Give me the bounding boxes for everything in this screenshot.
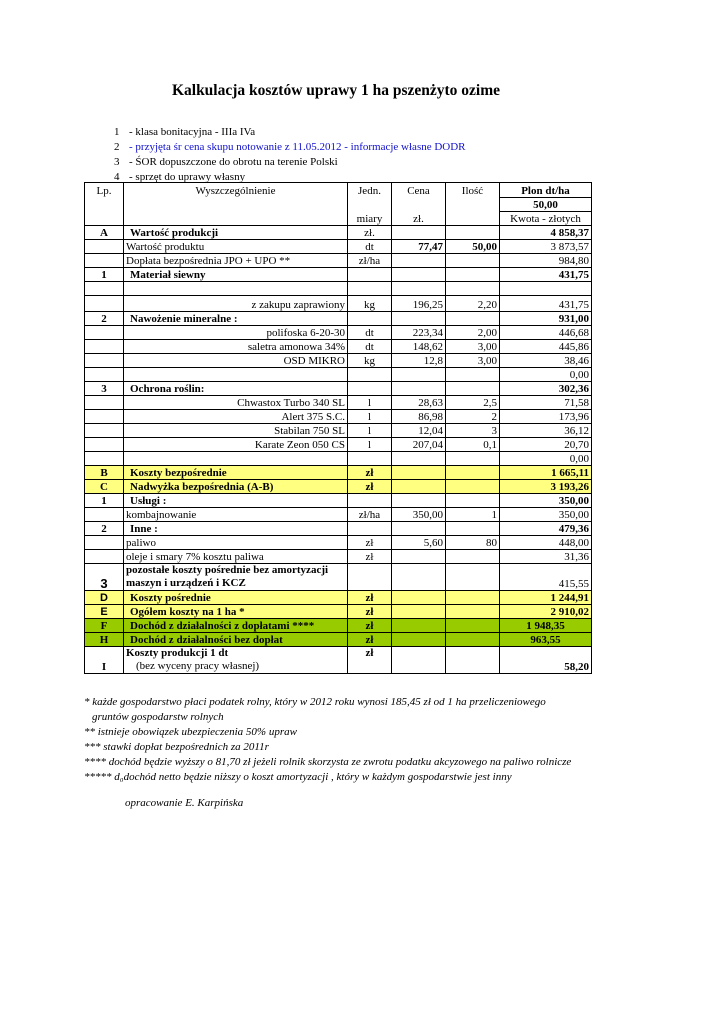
row-qty: 80 (446, 535, 500, 549)
table-row (85, 604, 592, 618)
row-price (392, 646, 446, 673)
row-lp (85, 239, 124, 253)
row-unit: zł/ha (348, 507, 392, 521)
row-desc: Dopłata bezpośrednia JPO + UPO ** (124, 253, 348, 267)
row-desc: polifoska 6-20-30 (124, 325, 348, 339)
row-lp: 1 (85, 267, 124, 281)
row-desc: kombajnowanie (124, 507, 348, 521)
header-lp: Lp. (85, 183, 124, 198)
assumption-item: 3 - ŚOR dopuszczone do obrotu na terenie Polski (114, 156, 338, 168)
row-amount: 931,00 (500, 311, 592, 325)
row-unit: l (348, 423, 392, 437)
row-unit: zł/ha (348, 253, 392, 267)
table-row (85, 465, 592, 479)
row-amount: 2 910,02 (500, 604, 592, 618)
row-lp: 3 (85, 381, 124, 395)
row-qty: 0,1 (446, 437, 500, 451)
table-row (85, 507, 592, 521)
row-amount: 0,00 (500, 367, 592, 381)
row-unit: zł (348, 646, 392, 673)
row-qty (446, 521, 500, 535)
row-desc: Ogółem koszty na 1 ha * (124, 604, 348, 618)
row-price: 12,8 (392, 353, 446, 367)
cost-table (84, 182, 592, 674)
table-row (85, 367, 592, 381)
row-amount: 1 244,91 (500, 590, 592, 604)
table-row (85, 311, 592, 325)
row-unit (348, 311, 392, 325)
row-unit (348, 521, 392, 535)
row-amount: 1 665,11 (500, 465, 592, 479)
row-unit: zł (348, 465, 392, 479)
row-qty (446, 267, 500, 281)
row-unit (348, 367, 392, 381)
row-lp (85, 409, 124, 423)
row-amount: 446,68 (500, 325, 592, 339)
row-lp: C (85, 479, 124, 493)
row-unit: zł (348, 632, 392, 646)
row-qty (446, 465, 500, 479)
row-qty (446, 479, 500, 493)
table-row (85, 325, 592, 339)
row-amount: 3 873,57 (500, 239, 592, 253)
row-qty (446, 563, 500, 590)
row-lp (85, 353, 124, 367)
row-amount: 36,12 (500, 423, 592, 437)
row-unit: dt (348, 239, 392, 253)
row-unit: zł (348, 604, 392, 618)
header-amount: Kwota - złotych (500, 211, 592, 225)
row-desc: OSD MIKRO (124, 353, 348, 367)
row-lp: A (85, 225, 124, 239)
row-unit: zł (348, 549, 392, 563)
row-unit: kg (348, 295, 392, 311)
row-lp (85, 549, 124, 563)
row-price (392, 521, 446, 535)
row-lp (85, 437, 124, 451)
row-price (392, 267, 446, 281)
row-qty (446, 493, 500, 507)
row-qty (446, 311, 500, 325)
row-amount: 1 948,35 (500, 618, 592, 632)
table-row (85, 549, 592, 563)
row-desc: z zakupu zaprawiony (124, 295, 348, 311)
header-price: Cena (392, 183, 446, 198)
row-qty (446, 632, 500, 646)
row-desc: Alert 375 S.C. (124, 409, 348, 423)
row-unit: zł (348, 618, 392, 632)
row-desc (124, 451, 348, 465)
row-qty (446, 618, 500, 632)
row-qty: 3,00 (446, 353, 500, 367)
row-price (392, 479, 446, 493)
row-price: 207,04 (392, 437, 446, 451)
row-price: 196,25 (392, 295, 446, 311)
row-lp: I (85, 646, 124, 673)
author-credit: opracowanie E. Karpińska (125, 797, 244, 809)
row-desc: saletra amonowa 34% (124, 339, 348, 353)
footnote: ***** d₀dochód netto będzie niższy o koszt amortyzacji , który w każdym gospodarstwie jest inny (84, 771, 512, 783)
row-amount: 302,36 (500, 381, 592, 395)
header-row (85, 183, 592, 198)
row-lp (85, 295, 124, 311)
row-desc: Usługi : (124, 493, 348, 507)
header-unit-2: miary (348, 211, 392, 225)
table-row (85, 437, 592, 451)
table-row (85, 225, 592, 239)
row-price (392, 253, 446, 267)
row-amount: 963,55 (500, 632, 592, 646)
row-unit: zł. (348, 225, 392, 239)
row-lp (85, 339, 124, 353)
row-amount: 38,46 (500, 353, 592, 367)
row-unit: zł (348, 590, 392, 604)
row-qty (446, 646, 500, 673)
row-price: 12,04 (392, 423, 446, 437)
row-desc: Dochód z działalności z dopłatami **** (124, 618, 348, 632)
row-lp: E (85, 604, 124, 618)
row-price: 77,47 (392, 239, 446, 253)
table-row (85, 381, 592, 395)
row-desc: paliwo (124, 535, 348, 549)
row-price (392, 225, 446, 239)
row-amount: 350,00 (500, 507, 592, 521)
footnote: *** stawki dopłat bezpośrednich za 2011r (84, 741, 269, 753)
table-row (85, 493, 592, 507)
row-lp (85, 507, 124, 521)
row-amount: 20,70 (500, 437, 592, 451)
table-row (85, 618, 592, 632)
row-desc: pozostałe koszty pośrednie bez amortyzacji maszyn i urządzeń i KCZ (124, 563, 348, 590)
header-qty: Ilość (446, 183, 500, 198)
spacer-row (85, 281, 592, 295)
row-price (392, 549, 446, 563)
row-desc: Wartość produkcji (124, 225, 348, 239)
header-plan: Plon dt/ha (500, 183, 592, 198)
table-row (85, 521, 592, 535)
header-price-2: zł. (392, 211, 446, 225)
table-row (85, 590, 592, 604)
row-price: 223,34 (392, 325, 446, 339)
table-row (85, 239, 592, 253)
row-amount: 3 193,26 (500, 479, 592, 493)
row-unit (348, 381, 392, 395)
row-qty: 50,00 (446, 239, 500, 253)
row-price (392, 618, 446, 632)
row-price (392, 451, 446, 465)
table-row (85, 353, 592, 367)
row-lp: F (85, 618, 124, 632)
table-row (85, 295, 592, 311)
row-unit (348, 493, 392, 507)
row-price: 5,60 (392, 535, 446, 549)
row-amount: 0,00 (500, 451, 592, 465)
footnote: * każde gospodarstwo płaci podatek rolny, który w 2012 roku wynosi 185,45 zł od 1 ha przeliczeniowego (84, 696, 546, 708)
row-desc: Koszty bezpośrednie (124, 465, 348, 479)
footnotes (84, 695, 571, 785)
row-qty: 3 (446, 423, 500, 437)
row-unit: l (348, 437, 392, 451)
assumption-item: 1 - klasa bonitacyjna - IIIa IVa (114, 126, 256, 138)
table-row (85, 267, 592, 281)
row-unit (348, 451, 392, 465)
row-lp: D (85, 590, 124, 604)
row-price (392, 311, 446, 325)
table-row (85, 423, 592, 437)
row-unit: l (348, 409, 392, 423)
row-qty (446, 604, 500, 618)
row-lp (85, 367, 124, 381)
row-amount: 431,75 (500, 267, 592, 281)
row-qty (446, 367, 500, 381)
footnote: gruntów gospodarstw rolnych (92, 711, 224, 723)
row-lp (85, 535, 124, 549)
row-price (392, 563, 446, 590)
table-row (85, 646, 592, 673)
table-row (85, 339, 592, 353)
row-qty (446, 225, 500, 239)
row-price: 350,00 (392, 507, 446, 521)
page-title: Kalkulacja kosztów uprawy 1 ha pszenżyto ozime (171, 82, 501, 99)
row-qty (446, 451, 500, 465)
row-desc: Karate Zeon 050 CS (124, 437, 348, 451)
row-desc (124, 367, 348, 381)
row-qty (446, 590, 500, 604)
row-lp (85, 423, 124, 437)
row-price (392, 465, 446, 479)
table-row (85, 253, 592, 267)
row-qty: 3,00 (446, 339, 500, 353)
row-desc: Stabilan 750 SL (124, 423, 348, 437)
row-unit: l (348, 395, 392, 409)
row-unit: zł (348, 479, 392, 493)
row-desc: Nawożenie mineralne : (124, 311, 348, 325)
row-desc: Chwastox Turbo 340 SL (124, 395, 348, 409)
assumption-item: 4 - sprzęt do uprawy własny (114, 171, 246, 183)
row-desc: Wartość produktu (124, 239, 348, 253)
row-unit (348, 563, 392, 590)
row-qty: 2 (446, 409, 500, 423)
table-row (85, 479, 592, 493)
row-amount: 350,00 (500, 493, 592, 507)
header-row (85, 197, 592, 211)
row-qty: 2,5 (446, 395, 500, 409)
footnote: **** dochód będzie wyższy o 81,70 zł jeżeli rolnik skorzysta ze zwrotu podatku akcyzowego na paliwo rolnicze (84, 756, 572, 768)
row-amount: 58,20 (500, 646, 592, 673)
row-lp: 2 (85, 521, 124, 535)
row-price (392, 590, 446, 604)
row-amount: 415,55 (500, 563, 592, 590)
assumption-item: 2 - przyjęta śr cena skupu notowanie z 11.05.2012 - informacje własne DODR (114, 141, 466, 153)
row-price (392, 381, 446, 395)
row-amount: 431,75 (500, 295, 592, 311)
row-price: 28,63 (392, 395, 446, 409)
row-desc: Koszty pośrednie (124, 590, 348, 604)
row-desc: Inne : (124, 521, 348, 535)
header-unit: Jedn. (348, 183, 392, 198)
row-price (392, 632, 446, 646)
row-lp (85, 395, 124, 409)
row-qty: 2,00 (446, 325, 500, 339)
row-lp (85, 451, 124, 465)
table-row (85, 535, 592, 549)
row-desc: Dochód z działalności bez dopłat (124, 632, 348, 646)
row-lp: 3 (85, 563, 124, 590)
row-price (392, 604, 446, 618)
row-unit: dt (348, 325, 392, 339)
row-amount: 479,36 (500, 521, 592, 535)
row-amount: 445,86 (500, 339, 592, 353)
row-price (392, 493, 446, 507)
row-amount: 984,80 (500, 253, 592, 267)
row-qty (446, 381, 500, 395)
table-row (85, 632, 592, 646)
row-qty (446, 253, 500, 267)
row-price: 148,62 (392, 339, 446, 353)
row-unit: zł (348, 535, 392, 549)
row-qty: 1 (446, 507, 500, 521)
table-row (85, 563, 592, 590)
footnote: ** istnieje obowiązek ubezpieczenia 50% upraw (84, 726, 297, 738)
row-lp (85, 325, 124, 339)
row-unit: dt (348, 339, 392, 353)
row-qty (446, 549, 500, 563)
table-row (85, 451, 592, 465)
row-lp (85, 253, 124, 267)
row-desc: Nadwyżka bezpośrednia (A-B) (124, 479, 348, 493)
row-price (392, 367, 446, 381)
row-amount: 4 858,37 (500, 225, 592, 239)
row-amount: 173,96 (500, 409, 592, 423)
row-amount: 71,58 (500, 395, 592, 409)
row-desc: Ochrona roślin: (124, 381, 348, 395)
header-yield: 50,00 (500, 197, 592, 211)
table-row (85, 409, 592, 423)
row-amount: 31,36 (500, 549, 592, 563)
row-desc: oleje i smary 7% kosztu paliwa (124, 549, 348, 563)
row-desc: Koszty produkcji 1 dt (bez wyceny pracy własnej) (124, 646, 348, 673)
row-lp: 1 (85, 493, 124, 507)
assumptions-list (114, 125, 466, 185)
row-amount: 448,00 (500, 535, 592, 549)
header-desc: Wyszczególnienie (124, 183, 348, 198)
row-unit: kg (348, 353, 392, 367)
row-lp: 2 (85, 311, 124, 325)
table-row (85, 395, 592, 409)
row-lp: B (85, 465, 124, 479)
row-lp: H (85, 632, 124, 646)
header-row (85, 211, 592, 225)
row-price: 86,98 (392, 409, 446, 423)
row-qty: 2,20 (446, 295, 500, 311)
row-unit (348, 267, 392, 281)
row-desc: Materiał siewny (124, 267, 348, 281)
